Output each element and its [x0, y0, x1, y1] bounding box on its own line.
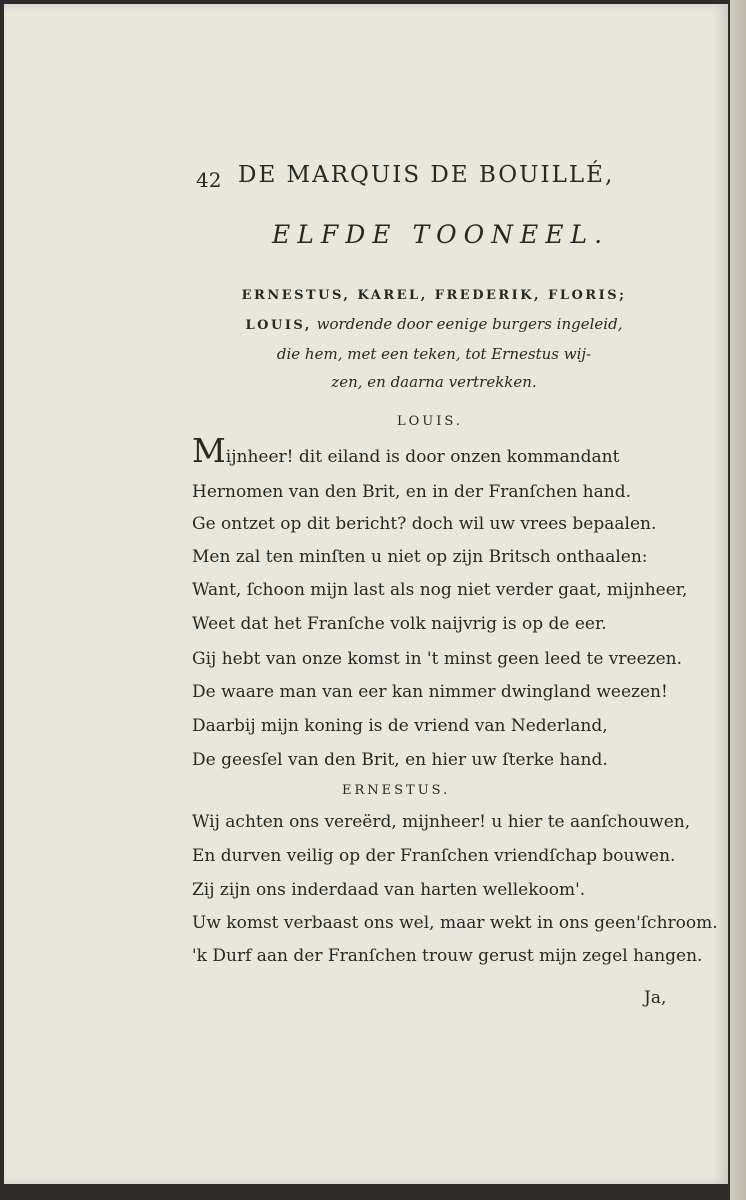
cast-louis: LOUIS, [245, 318, 312, 333]
verse-text: ijnheer! dit eiland is door onzen kommandant [225, 447, 620, 467]
verse-line: Uw komst verbaast ons wel, maar wekt in ons geen'ſchroom. [192, 913, 718, 933]
verse-line: Men zal ten minſten u niet op zijn Britsch onthaalen: [192, 547, 648, 567]
running-title: DE MARQUIS DE BOUILLÉ, [238, 162, 615, 188]
verse-line: Zij zijn ons inderdaad van harten wellekoom'. [192, 880, 586, 900]
verse-line: Gij hebt van onze komst in 't minst geen leed te vreezen. [192, 649, 683, 669]
drop-cap: M [192, 431, 226, 470]
verse-line: Want, ſchoon mijn last als nog niet verder gaat, mijnheer, [192, 580, 688, 600]
verse-line: Hernomen van den Brit, en in der Franſchen hand. [192, 482, 631, 502]
cast-line-1 [204, 280, 664, 310]
stage-direction: zen, en daarna vertrekken. [331, 373, 537, 391]
speaker-louis: LOUIS. [397, 414, 463, 429]
verse-line: De geesſel van den Brit, en hier uw ſterke hand. [192, 750, 608, 770]
verse-line: Ge ontzet op dit bericht? doch wil uw vrees bepaalen. [192, 514, 657, 534]
verse-line: Wij achten ons vereërd, mijnheer! u hier te aanſchouwen, [192, 812, 691, 832]
verse-line: Weet dat het Franſche volk naijvrig is op de eer. [192, 614, 607, 634]
speaker-ernestus: ERNESTUS. [342, 783, 451, 798]
book-page [4, 4, 728, 1184]
verse-line: De waare man van eer kan nimmer dwingland weezen! [192, 682, 668, 702]
scene-title: ELFDE TOONEEL. [272, 220, 610, 249]
catchword: Ja, [644, 988, 667, 1008]
page-number: 42 [196, 168, 222, 192]
verse-line: 'k Durf aan der Franſchen trouw gerust mijn zegel hangen. [192, 946, 703, 966]
cast-line-2 [204, 310, 664, 340]
verse-line [192, 431, 620, 470]
stage-direction: wordende door eenige burgers ingeleid, [316, 315, 623, 333]
stage-direction: die hem, met een teken, tot Ernestus wij- [276, 345, 592, 363]
verse-line: En durven veilig op der Franſchen vriendſchap bouwen. [192, 846, 676, 866]
cast-characters: ERNESTUS, KAREL, FREDERIK, FLORIS; [241, 288, 627, 303]
page-edge [730, 0, 746, 1200]
verse-line: Daarbij mijn koning is de vriend van Nederland, [192, 716, 608, 736]
cast-list [204, 280, 664, 396]
page-header [196, 162, 666, 202]
